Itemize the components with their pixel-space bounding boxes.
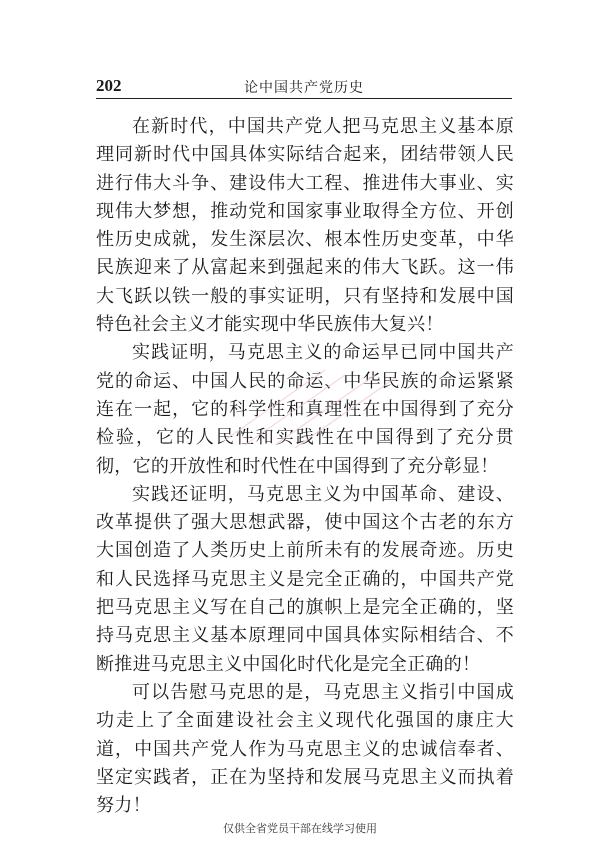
paragraph-2: 实践证明，马克思主义的命运早已同中国共产党的命运、中国人民的命运、中华民族的命运紧紧连在一起，它的科学性和真理性在中国得到了充分检验，它的人民性和实践性在中国得到了充分贯彻，它的开放性和时代性在中国得到了充分彰显！ xyxy=(96,342,514,477)
paragraph-1: 在新时代，中国共产党人把马克思主义基本原理同新时代中国具体实际结合起来，团结带领人民进行伟大斗争、建设伟大工程、推进伟大事业、实现伟大梦想，推动党和国家事业取得全方位、开创性历史成就，发生深层次、根本性历史变革，中华民族迎来了从富起来到强起来的伟大飞跃。这一伟大飞跃以铁一般的事实证明，只有坚持和发展中国特色社会主义才能实现中华民族伟大复兴！ xyxy=(96,116,514,336)
paragraph-3: 实践还证明，马克思主义为中国革命、建设、改革提供了强大思想武器，使中国这个古老的东方大国创造了人类历史上前所未有的发展奇迹。历史和人民选择马克思主义是完全正确的，中国共产党把马克思主义写在自己的旗帜上是完全正确的，坚持马克思主义基本原理同中国具体实际相结合、不断推进马克思主义中国化时代化是完全正确的！ xyxy=(96,483,514,675)
paragraph-4: 可以告慰马克思的是，马克思主义指引中国成功走上了全面建设社会主义现代化强国的康庄大道，中国共产党人作为马克思主义的忠诚信奉者、坚定实践者，正在为坚持和发展马克思主义而执着努力！ xyxy=(96,681,514,817)
body-text xyxy=(96,113,514,820)
footer-note: 仅供全省党员干部在线学习使用 xyxy=(223,822,377,835)
running-title: 论中国共产党历史 xyxy=(244,80,364,96)
page-number: 202 xyxy=(96,76,122,95)
running-header xyxy=(96,74,512,99)
